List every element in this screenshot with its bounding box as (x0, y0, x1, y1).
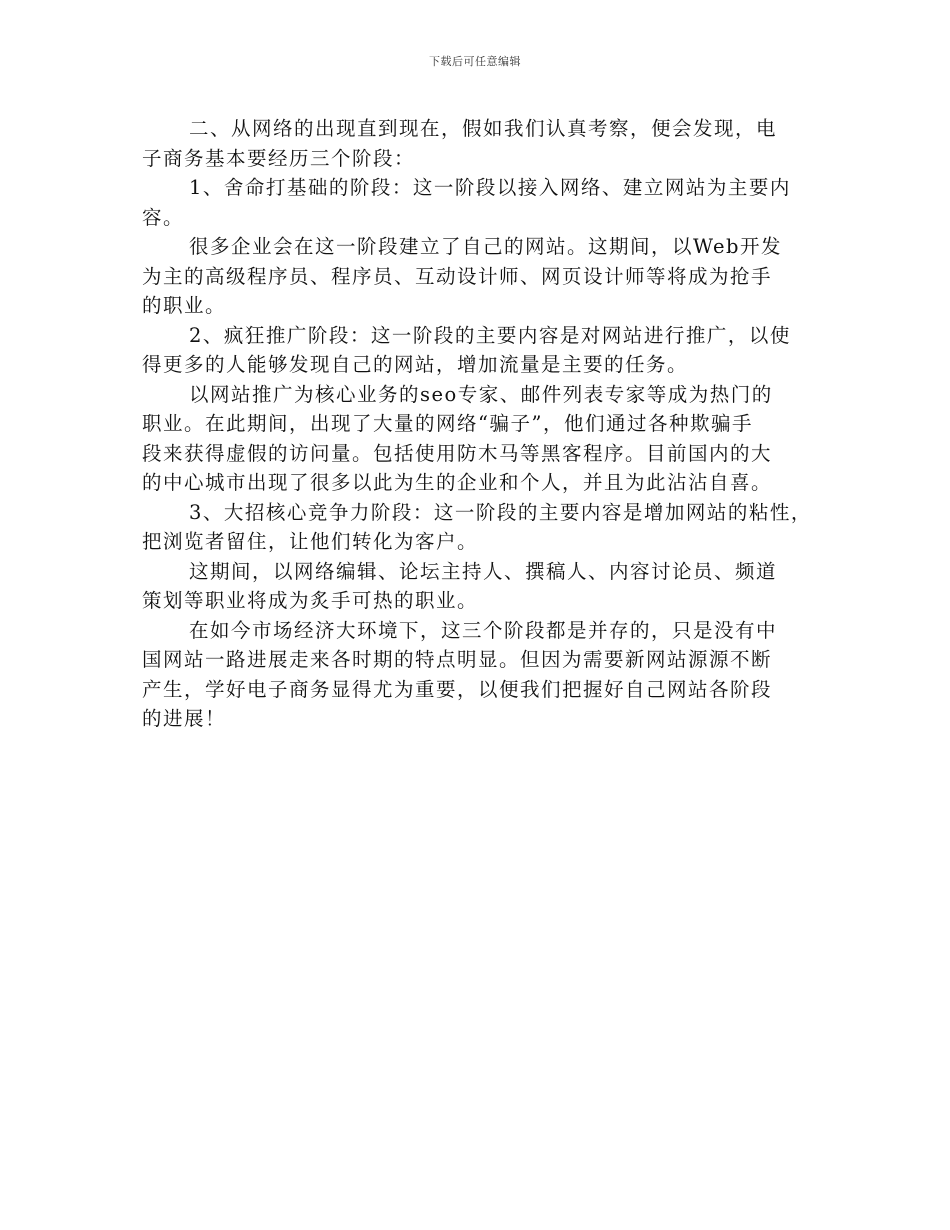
paragraph-line: 1、舍命打基础的阶段：这一阶段以接入网络、建立网站为主要内 (189, 176, 791, 199)
paragraph-stage-2 (142, 321, 832, 380)
paragraph-stage-2-careers (142, 380, 832, 498)
paragraph-stage-3-careers (142, 557, 832, 616)
paragraph-conclusion (142, 616, 832, 734)
paragraph-line: 子商务基本要经历三个阶段： (142, 146, 416, 170)
paragraph-line: 段来获得虚假的访问量。包括使用防木马等黑客程序。目前国内的大 (142, 441, 773, 465)
paragraph-line: 的职业。 (142, 294, 227, 317)
paragraph-line: 3、大招核心竞争力阶段：这一阶段的主要内容是增加网站的粘性， (189, 500, 812, 524)
paragraph-line: 的进展！ (142, 707, 227, 730)
paragraph-stage-1 (142, 173, 832, 232)
paragraph-line: 这期间，以网络编辑、论坛主持人、撰稿人、内容讨论员、频道 (189, 559, 778, 583)
paragraph-stages-intro (142, 114, 832, 173)
paragraph-line: 策划等职业将成为炙手可热的职业。 (142, 589, 479, 612)
paragraph-line: 为主的高级程序员、程序员、互动设计师、网页设计师等将成为抢手 (142, 264, 773, 288)
paragraph-line: 容。 (142, 205, 185, 229)
paragraph-line: 得更多的人能够发现自己的网站，增加流量是主要的任务。 (142, 353, 689, 376)
paragraph-line: 2、疯狂推广阶段：这一阶段的主要内容是对网站进行推广，以使 (189, 323, 791, 347)
paragraph-line: 二、从网络的出现直到现在，假如我们认真考察，便会发现，电 (189, 117, 778, 140)
paragraph-line: 职业。在此期间，出现了大量的网络“骗子”，他们通过各种欺骗手 (142, 412, 753, 435)
paragraph-line: 很多企业会在这一阶段建立了自己的网站。这期间，以Web开发 (189, 235, 782, 258)
paragraph-line: 在如今市场经济大环境下，这三个阶段都是并存的，只是没有中 (189, 618, 778, 642)
paragraph-stage-3 (142, 498, 832, 557)
paragraph-line: 产生，学好电子商务显得尤为重要，以便我们把握好自己网站各阶段 (142, 677, 773, 701)
page-header: 下载后可任意编辑 (429, 55, 521, 68)
document-body (142, 114, 832, 734)
paragraph-line: 的中心城市出现了很多以此为生的企业和个人，并且为此沾沾自喜。 (142, 471, 773, 494)
paragraph-line: 把浏览者留住，让他们转化为客户。 (142, 530, 479, 553)
paragraph-stage-1-careers (142, 232, 832, 321)
paragraph-line: 以网站推广为核心业务的seo专家、邮件列表专家等成为热门的 (189, 382, 773, 406)
paragraph-line: 国网站一路进展走来各时期的特点明显。但因为需要新网站源源不断 (142, 648, 773, 671)
